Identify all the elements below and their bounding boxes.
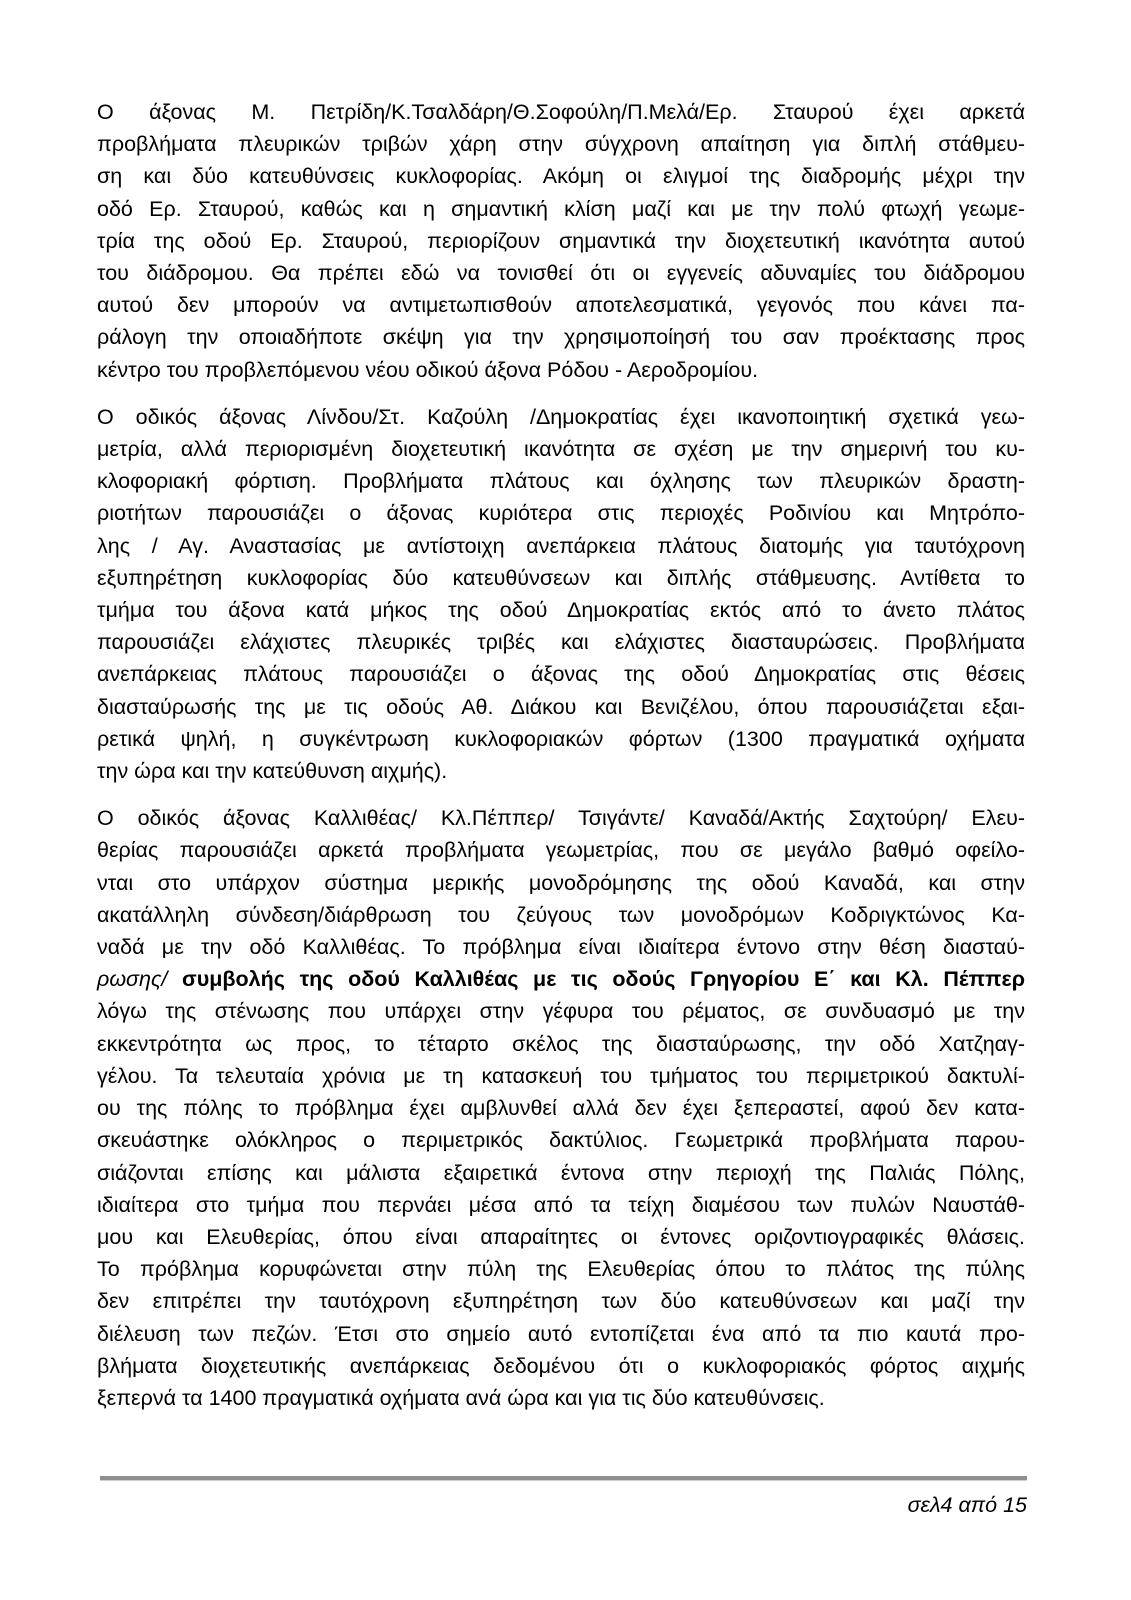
text-line: μετρία, αλλά περιορισμένη διοχετευτική ικανότητα σε σχέση με την σημερινή του κυ- xyxy=(97,437,1025,462)
text-line: γέλου. Τα τελευταία χρόνια με τη κατασκευή του τμήματος του περιμετρικού δακτυλί- xyxy=(97,1063,1025,1088)
text-line: Το πρόβλημα κορυφώνεται στην πύλη της Ελευθερίας όπου το πλάτος της πύλης xyxy=(97,1257,1025,1282)
text-line: σκευάστηκε ολόκληρος ο περιμετρικός δακτύλιος. Γεωμετρικά προβλήματα παρου- xyxy=(97,1128,1025,1153)
text-line: Ο οδικός άξονας Καλλιθέας/ Κλ.Πέππερ/ Τσιγάντε/ Καναδά/Ακτής Σαχτούρη/ Ελευ- xyxy=(97,806,1025,831)
text-line: Ο άξονας Μ. Πετρίδη/Κ.Τσαλδάρη/Θ.Σοφούλη/Π.Μελά/Ερ. Σταυρού έχει αρκετά xyxy=(97,100,1025,124)
text-line: εκκεντρότητα ως προς, το τέταρτο σκέλος της διασταύρωσης, την οδό Χατζηαγ- xyxy=(97,1031,1025,1056)
text-line: λης / Αγ. Αναστασίας με αντίστοιχη ανεπάρκεια πλάτους διατομής για ταυτόχρονη xyxy=(97,533,1025,558)
text-line: λόγω της στένωσης που υπάρχει στην γέφυρα του ρέματος, σε συνδυασμό με την xyxy=(97,999,1025,1024)
text-line: ρετικά ψηλή, η συγκέντρωση κυκλοφοριακών φόρτων (1300 πραγματικά οχήματα xyxy=(97,726,1025,751)
text-line: ου της πόλης το πρόβλημα έχει αμβλυνθεί αλλά δεν έχει ξεπεραστεί, αφού δεν κατα- xyxy=(97,1096,1025,1121)
text-line: κλοφοριακή φόρτιση. Προβλήματα πλάτους και όχλησης των πλευρικών δραστη- xyxy=(97,469,1025,494)
paragraph xyxy=(97,802,1025,1414)
page-footer xyxy=(100,1476,1027,1521)
text-line: τμήμα του άξονα κατά μήκος της οδού Δημοκρατίας εκτός από το άνετο πλάτος xyxy=(97,598,1025,623)
text-line: παρουσιάζει ελάχιστες πλευρικές τριβές και ελάχιστες διασταυρώσεις. Προβλήματα xyxy=(97,630,1025,655)
paragraph xyxy=(97,401,1025,787)
text-line: ανεπάρκειας πλάτους παρουσιάζει ο άξονας της οδού Δημοκρατίας στις θέσεις xyxy=(97,662,1025,687)
text-line: νται στο υπάρχον σύστημα μερικής μονοδρόμησης της οδού Καναδά, και στην xyxy=(97,870,1025,895)
text-line: ριοτήτων παρουσιάζει ο άξονας κυριότερα στις περιοχές Ροδινίου και Μητρόπο- xyxy=(97,501,1025,526)
text-line: βλήματα διοχετευτικής ανεπάρκειας δεδομένου ότι ο κυκλοφοριακός φόρτος αιχμής xyxy=(97,1353,1025,1378)
text-line: προβλήματα πλευρικών τριβών χάρη στην σύγχρονη απαίτηση για διπλή στάθμευ- xyxy=(97,132,1025,157)
paragraph xyxy=(97,96,1025,386)
page-number-label: σελ4 από 15 xyxy=(907,1493,1027,1517)
text-line: τρία της οδού Ερ. Σταυρού, περιορίζουν σημαντικά την διοχετευτική ικανότητα αυτού xyxy=(97,228,1025,253)
text-line: μου και Ελευθερίας, όπου είναι απαραίτητες οι έντονες οριζοντιογραφικές θλάσεις. xyxy=(97,1224,1025,1249)
text-line: διέλευση των πεζών. Έτσι στο σημείο αυτό εντοπίζεται ένα από τα πιο καυτά προ- xyxy=(97,1321,1025,1346)
text-line: αυτού δεν μπορούν να αντιμετωπισθούν αποτελεσματικά, γεγονός που κάνει πα- xyxy=(97,293,1025,318)
text-line: δεν επιτρέπει την ταυτόχρονη εξυπηρέτηση των δύο κατευθύνσεων και μαζί την xyxy=(97,1289,1025,1314)
text-line: του διάδρομου. Θα πρέπει εδώ να τονισθεί ότι οι εγγενείς αδυναμίες του διάδρομου xyxy=(97,261,1025,286)
text-line: ιδιαίτερα στο τμήμα που περνάει μέσα από τα τείχη διαμέσου των πυλών Ναυστάθ- xyxy=(97,1192,1025,1217)
text-line: ακατάλληλη σύνδεση/διάρθρωση του ζεύγους των μονοδρόμων Κοδριγκτώνος Κα- xyxy=(97,902,1025,927)
text-line: διασταύρωσής της με τις οδούς Αθ. Διάκου και Βενιζέλου, όπου παρουσιάζεται εξαι- xyxy=(97,694,1025,719)
text-line: ση και δύο κατευθύνσεις κυκλοφορίας. Ακόμη οι ελιγμοί της διαδρομής μέχρι την xyxy=(97,164,1025,189)
text-line: ράλογη την οποιαδήποτε σκέψη για την χρησιμοποίησή του σαν προέκτασης προς xyxy=(97,325,1025,350)
text-line xyxy=(97,963,1025,995)
text-line: ναδά με την οδό Καλλιθέας. Το πρόβλημα είναι ιδιαίτερα έντονο στην θέση διασταύ- xyxy=(97,935,1025,960)
text-line: εξυπηρέτηση κυκλοφορίας δύο κατευθύνσεων και διπλής στάθμευσης. Αντίθετα το xyxy=(97,565,1025,590)
text-line: την ώρα και την κατεύθυνση αιχμής). xyxy=(97,759,448,784)
text-line: σιάζονται επίσης και μάλιστα εξαιρετικά έντονα στην περιοχή της Παλιάς Πόλης, xyxy=(97,1160,1025,1185)
text-line: θερίας παρουσιάζει αρκετά προβλήματα γεωμετρίας, που σε μεγάλο βαθμό οφείλο- xyxy=(97,838,1025,863)
footer-rule xyxy=(100,1476,1027,1481)
text-line: ξεπερνά τα 1400 πραγματικά οχήματα ανά ώρα και για τις δύο κατευθύνσεις. xyxy=(97,1385,825,1410)
italic-text-segment: ρωσης/ xyxy=(97,967,183,992)
text-line: κέντρο του προβλεπόμενου νέου οδικού άξονα Ρόδου - Αεροδρομίου. xyxy=(97,357,759,382)
text-line: Ο οδικός άξονας Λίνδου/Στ. Καζούλη /Δημοκρατίας έχει ικανοποιητική σχετικά γεω- xyxy=(97,404,1025,429)
text-line: οδό Ερ. Σταυρού, καθώς και η σημαντική κλίση μαζί και με την πολύ φτωχή γεωμε- xyxy=(97,196,1025,221)
bold-text-segment: συμβολής της οδού Καλλιθέας με τις οδούς Γρηγορίου Ε΄ και Κλ. Πέππερ xyxy=(182,967,1025,992)
document-body xyxy=(97,96,1025,1429)
